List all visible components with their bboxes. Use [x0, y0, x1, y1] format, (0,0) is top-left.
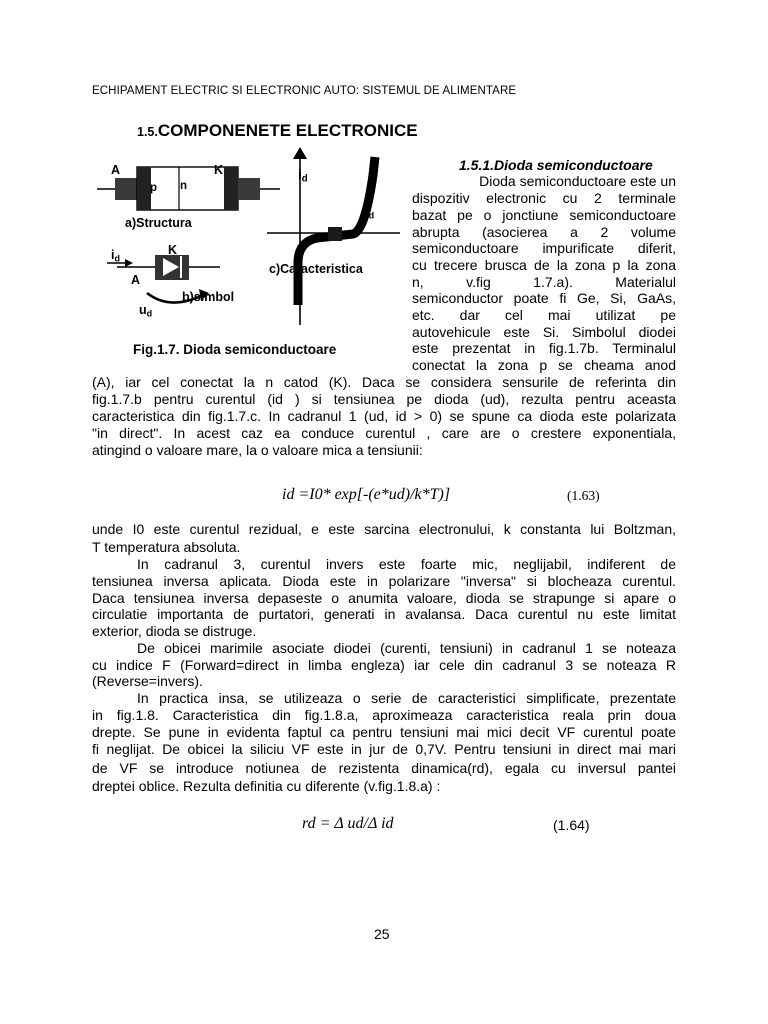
para2-line: T temperatura absoluta.: [92, 539, 241, 555]
label-structura: a)Structura: [125, 216, 192, 230]
page-number: 25: [374, 926, 390, 942]
side-line: cu trecere brusca de la zona p la zona: [412, 257, 676, 273]
side-line: dispozitiv electronic cu 2 terminale: [412, 190, 676, 206]
side-line: n, v.fig 1.7.a). Materialul: [412, 274, 676, 290]
label-ud-axis: $u_d$: [361, 205, 375, 221]
para5-line: fi neglijat. De obicei la siliciu VF este in jur de 0,7V. Pentru tensiuni in direct mai mari: [92, 741, 676, 757]
equation-1-64-number: (1.64): [553, 817, 590, 833]
label-anode: A: [111, 163, 121, 177]
side-line: Dioda semiconductoare este un: [479, 173, 676, 189]
side-line: bazat pe o jonctiune semiconductoare: [412, 207, 676, 223]
section-title: [137, 121, 418, 141]
section-number: 1.5.: [137, 125, 158, 139]
para1-line: caracteristica din fig.1.7.c. In cadranul 1 (ud, id > 0) se spune ca dioda este polarizata: [92, 408, 676, 424]
label-anode-symbol: A: [131, 273, 141, 287]
para5-line: in fig.1.8. Caracteristica din fig.1.8.a, aproximeaza caracteristica reala prin doua: [92, 707, 676, 723]
subsection-title: 1.5.1.Dioda semiconductoare: [459, 157, 653, 173]
equation-1-64: rd = Δ ud/Δ id: [302, 815, 394, 832]
side-line: abrupta (asocierea a 2 volume: [412, 224, 676, 240]
label-cathode-symbol: K: [168, 243, 178, 257]
para4-line: cu indice F (Forward=direct in limba engleza) iar cele din cadranul 3 se noteaza R: [92, 657, 676, 673]
structure-p-end: [137, 167, 151, 210]
structure-contact-left: [115, 178, 137, 200]
side-line: semiconductor poate fi Ge, Si, GaAs,: [412, 290, 676, 306]
para3-line: Daca tensiunea inversa depaseste o anumita valoare, dioda se strapunge si apare o: [92, 590, 676, 606]
label-p-zone: p: [150, 182, 158, 194]
label-id-axis: $i_d$: [298, 167, 308, 185]
label-simbol: b)simbol: [182, 290, 235, 304]
structure-contact-right: [238, 178, 260, 200]
label-id-symbol: $i_d$: [111, 248, 120, 264]
side-line: semiconductoare impurificate diferit,: [412, 240, 676, 256]
para4-line: De obicei marimile asociate diodei (curenti, tensiuni) in cadranul 1 se noteaza: [137, 640, 676, 656]
para1-line: atingind o valoare mare, la o valoare mica a tensiunii:: [92, 442, 423, 458]
para1-line: (A), iar cel conectat la n catod (K). Daca se considera sensurile de referinta din: [92, 374, 676, 390]
side-line: este prezentat in fig.1.7b. Terminalul: [412, 340, 676, 356]
para1-line: "in direct". In acest caz ea conduce curentul , care are o crestere exponentiala,: [92, 425, 676, 441]
label-cathode: K: [214, 163, 224, 177]
side-line: etc. dar cel mai utilizat pe: [412, 307, 676, 323]
characteristic-knee: [328, 227, 342, 241]
para5-line: drepte. Se pune in evidenta faptul ca pentru tensiuni mai mici decit VF curentul poate: [92, 724, 676, 740]
side-line: conectat la zona p se cheama anod: [412, 357, 676, 373]
para5-line: In practica insa, se utilizeaza o serie de caracteristici simplificate, prezentate: [137, 690, 676, 706]
label-n-zone: n: [180, 180, 188, 192]
equation-1-63: id =I0* exp[-(e*ud)/k*T)]: [282, 486, 451, 503]
para5-line: dreptei oblice. Rezulta definitia cu diferente (v.fig.1.8.a) :: [92, 778, 441, 794]
section-title-text: COMPONENETE ELECTRONICE: [157, 121, 418, 140]
id-axis-head: [293, 147, 307, 159]
label-caracteristica: c)Caracteristica: [269, 262, 363, 276]
id-arrow-head: [125, 259, 133, 267]
figure-caption: Fig.1.7. Dioda semiconductoare: [133, 342, 337, 357]
figure-diode: [95, 145, 410, 375]
para1-line: fig.1.7.b pentru curentul (id ) si tensiunea pe dioda (ud), rezulta pentru aceasta: [92, 391, 676, 407]
side-line: autovehicule este Si. Simbolul diodei: [412, 324, 676, 340]
para2-line: unde I0 este curentul rezidual, e este sarcina electronului, k constanta lui Boltzman,: [92, 521, 676, 537]
para3-line: exterior, dioda se distruge.: [92, 623, 257, 639]
equation-1-63-number: (1.63): [567, 488, 600, 503]
para3-line: In cadranul 3, curentul invers este foarte mic, neglijabil, indiferent de: [137, 556, 676, 572]
structure-n-end: [224, 167, 238, 210]
para3-line: circulatie importanta de purtatori, generati in avalansa. Daca curentul nu este limitat: [92, 606, 676, 622]
para4-line: (Reverse=invers).: [92, 673, 203, 689]
para3-line: tensiunea inversa aplicata. Dioda este in polarizare "inversa" si blocheaza curentul.: [92, 573, 676, 589]
para5-line: de VF se introduce notiunea de rezistenta dinamica(rd), egala cu inversul pantei: [92, 760, 676, 776]
running-header: ECHIPAMENT ELECTRIC SI ELECTRONIC AUTO: SISTEMUL DE ALIMENTARE: [92, 85, 517, 97]
label-ud-symbol: $u_d$: [139, 303, 153, 319]
